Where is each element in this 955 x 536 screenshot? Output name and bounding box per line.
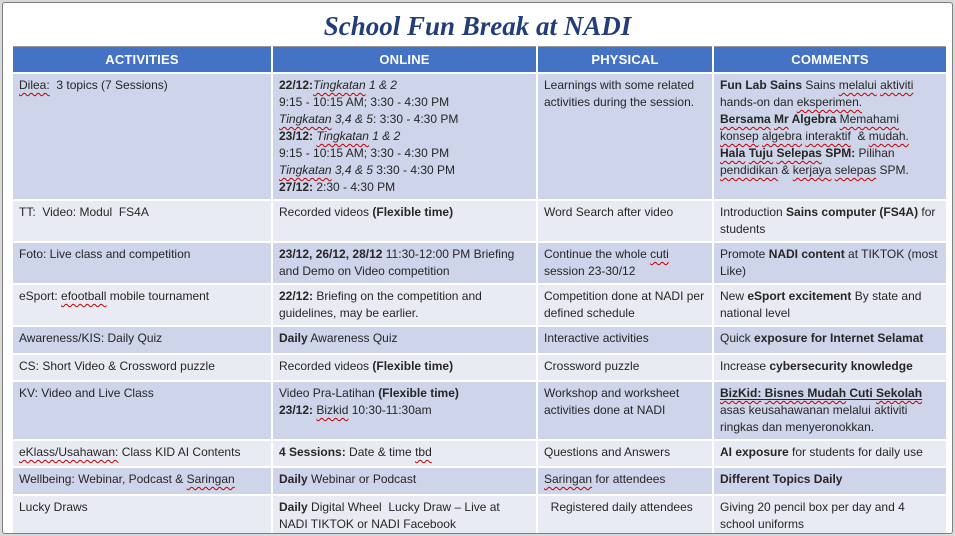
table-row xyxy=(12,495,947,534)
cell-paragraph xyxy=(544,444,706,461)
text-segment: at TIKTOK (most Like) xyxy=(720,246,941,278)
text-segment: Competition done at NADI per defined schedule xyxy=(544,288,708,320)
text-segment: Giving 20 pencil box per day and 4 school uniforms xyxy=(720,499,909,531)
cell-paragraph xyxy=(279,499,530,533)
cell-online xyxy=(272,284,537,326)
text-segment: 3,4 & 5 xyxy=(331,162,373,177)
text-segment: Promote xyxy=(720,246,769,261)
cell-paragraph xyxy=(279,77,530,94)
cell-online xyxy=(272,73,537,200)
column-header-online: ONLINE xyxy=(272,47,537,73)
text-segment: 23/12: xyxy=(279,402,314,417)
cell-paragraph xyxy=(19,385,265,402)
text-segment: New xyxy=(720,288,748,303)
cell-paragraph xyxy=(279,471,530,488)
text-segment: selepas xyxy=(834,162,877,177)
cell-physical xyxy=(537,381,713,440)
text-segment: Tingkatan xyxy=(313,77,366,92)
text-segment: 4 Sessions: xyxy=(279,444,346,459)
cell-paragraph xyxy=(279,204,530,221)
text-segment: Workshop and worksheet activities done at NADI xyxy=(544,385,683,417)
text-segment: 22/12: xyxy=(279,77,314,92)
text-segment: Saringan xyxy=(186,471,235,486)
text-segment: (Flexible time) xyxy=(372,358,454,373)
page-title: School Fun Break at NADI xyxy=(323,11,632,41)
cell-activities xyxy=(12,326,272,354)
text-segment: for attendees xyxy=(592,471,666,486)
text-segment: exposure for Internet Selamat xyxy=(754,330,924,345)
text-segment: tbd xyxy=(415,444,432,459)
text-segment: Recorded videos xyxy=(279,204,373,219)
text-segment: Increase xyxy=(720,358,770,373)
cell-comments xyxy=(713,354,947,381)
text-segment: Word Search after video xyxy=(544,204,674,219)
cell-activities xyxy=(12,354,272,381)
text-segment: cuti xyxy=(650,246,669,261)
cell-comments xyxy=(713,440,947,467)
text-segment: for students for daily use xyxy=(788,444,923,459)
cell-paragraph xyxy=(19,471,265,488)
table-row xyxy=(12,381,947,440)
text-segment: Bisnes Mudah xyxy=(764,385,847,400)
cell-activities xyxy=(12,242,272,284)
text-segment: efootball xyxy=(61,288,107,303)
text-segment: eksperimen. xyxy=(796,94,863,109)
cell-comments xyxy=(713,73,947,200)
table-row xyxy=(12,242,947,284)
cell-paragraph xyxy=(279,288,530,322)
cell-paragraph xyxy=(720,385,940,402)
cell-comments xyxy=(713,200,947,242)
text-segment: eSport excitement xyxy=(747,288,852,303)
text-segment: Video Pra-Latihan xyxy=(279,385,379,400)
text-segment xyxy=(899,112,902,126)
cell-activities xyxy=(12,495,272,534)
text-segment: KV: Video and Live Class xyxy=(19,385,154,400)
text-segment: TT: Video: Modul FS4A xyxy=(19,204,149,219)
cell-paragraph xyxy=(720,288,940,322)
text-segment: 1 & 2 xyxy=(365,77,397,92)
text-segment: 27/12: xyxy=(279,179,314,194)
table-row xyxy=(12,73,947,200)
text-segment: 1 & 2 xyxy=(368,128,401,143)
text-segment: Crossword puzzle xyxy=(544,358,640,373)
column-header-comments: COMMENTS xyxy=(713,47,947,73)
cell-online xyxy=(272,440,537,467)
text-segment: melalui xyxy=(838,77,877,92)
text-segment: Learnings with some related activities during the session. xyxy=(544,77,698,109)
text-segment: Daily xyxy=(279,471,308,486)
text-segment: Interactive activities xyxy=(544,330,649,345)
text-segment: interaktif xyxy=(805,128,851,143)
cell-paragraph xyxy=(19,444,265,461)
cell-physical xyxy=(537,440,713,467)
text-segment: Hala xyxy=(720,145,746,160)
cell-paragraph xyxy=(279,111,530,128)
cell-comments xyxy=(713,495,947,534)
cell-paragraph xyxy=(544,288,706,322)
text-segment: 3 topics (7 Sessions) xyxy=(49,77,168,92)
cell-physical xyxy=(537,326,713,354)
cell-comments xyxy=(713,467,947,495)
table-row xyxy=(12,467,947,495)
cell-paragraph xyxy=(720,77,940,111)
text-segment: Bersama xyxy=(720,111,771,126)
table-row xyxy=(12,354,947,381)
cell-paragraph xyxy=(279,162,530,179)
cell-paragraph xyxy=(19,77,265,94)
cell-physical xyxy=(537,284,713,326)
cell-comments xyxy=(713,242,947,284)
cell-online xyxy=(272,354,537,381)
text-segment: 3,4 & 5 xyxy=(331,111,373,126)
text-segment: Recorded videos xyxy=(279,358,373,373)
text-segment: 3:30 - 4:30 PM xyxy=(372,162,456,177)
text-segment: Fun Lab Sains xyxy=(720,77,803,92)
cell-activities xyxy=(12,440,272,467)
text-segment: 9:15 - 10:15 AM; 3:30 - 4:30 PM xyxy=(279,145,450,160)
text-segment: CS: Short Video & Crossword puzzle xyxy=(19,358,215,373)
cell-paragraph xyxy=(720,471,940,488)
table-row xyxy=(12,326,947,354)
cell-physical xyxy=(537,467,713,495)
cell-physical xyxy=(537,200,713,242)
cell-paragraph xyxy=(544,204,706,221)
cell-paragraph xyxy=(19,288,265,305)
text-segment: : 3:30 - 4:30 PM xyxy=(372,111,459,126)
text-segment: Memahami xyxy=(839,111,899,126)
text-segment: 2:30 - 4:30 PM xyxy=(313,179,396,194)
table-row xyxy=(12,284,947,326)
text-segment: Mr xyxy=(774,111,789,126)
cell-paragraph xyxy=(720,246,940,280)
cell-paragraph xyxy=(720,444,940,461)
cell-comments xyxy=(713,326,947,354)
text-segment: Sekolah xyxy=(876,385,923,400)
text-segment: Tingkatan xyxy=(279,162,332,177)
text-segment: Introduction xyxy=(720,204,787,219)
text-segment: AI exposure xyxy=(720,444,789,459)
text-segment: NADI content xyxy=(768,246,845,261)
text-segment: 23/12: xyxy=(279,128,314,143)
text-segment: Dilea: xyxy=(19,77,50,92)
cell-paragraph xyxy=(279,179,530,196)
text-segment: eKlass/Usahawan: xyxy=(19,444,119,459)
cell-comments xyxy=(713,284,947,326)
cell-activities xyxy=(12,200,272,242)
cell-online xyxy=(272,326,537,354)
text-segment: kerjaya xyxy=(792,162,832,177)
text-segment: 9:15 - 10:15 AM; 3:30 - 4:30 PM xyxy=(279,94,450,109)
text-segment: session 23-30/12 xyxy=(544,246,673,278)
text-segment: Foto: Live class and competition xyxy=(19,246,191,261)
text-segment: Tuju xyxy=(748,145,774,160)
cell-paragraph xyxy=(544,385,706,419)
text-segment: Daily xyxy=(279,499,308,514)
text-segment: Questions and Answers xyxy=(544,444,671,459)
text-segment: Quick xyxy=(720,330,755,345)
text-segment: Saringan xyxy=(544,471,593,486)
cell-physical xyxy=(537,495,713,534)
text-segment: Daily xyxy=(279,330,308,345)
text-segment: Bizkid xyxy=(316,402,349,417)
text-segment: Sains computer (FS4A) xyxy=(786,204,919,219)
text-segment: 23/12, 26/12, 28/12 xyxy=(279,246,383,261)
text-segment: mobile tournament xyxy=(106,288,210,303)
cell-paragraph xyxy=(544,471,706,488)
cell-paragraph xyxy=(279,128,530,145)
cell-paragraph xyxy=(720,402,940,436)
cell-paragraph xyxy=(544,499,706,516)
text-segment: Continue the whole xyxy=(544,246,651,261)
cell-physical xyxy=(537,354,713,381)
text-segment: algebra xyxy=(762,128,803,143)
text-segment: 22/12: xyxy=(279,288,314,303)
cell-paragraph xyxy=(19,204,265,221)
text-segment: 11:30-12:00 PM Briefing and Demo on Video competition xyxy=(279,246,518,278)
cell-paragraph xyxy=(720,499,940,533)
cell-comments xyxy=(713,381,947,440)
text-segment: & xyxy=(850,128,869,143)
text-segment: Selepas xyxy=(776,145,822,160)
text-segment: Wellbeing: Webinar, Podcast & xyxy=(19,471,187,486)
cell-paragraph xyxy=(720,111,940,145)
cell-paragraph xyxy=(544,77,706,111)
text-segment: aktiviti xyxy=(880,77,914,92)
text-segment: By state and national level xyxy=(720,288,925,320)
text-segment: asas keusahawanan melalui aktiviti ringkas dan menyeronokkan. xyxy=(720,402,911,434)
cell-paragraph xyxy=(720,330,940,347)
cell-paragraph xyxy=(279,385,530,402)
cell-activities xyxy=(12,381,272,440)
cell-paragraph xyxy=(19,330,265,347)
text-segment: Awareness/KIS: Daily Quiz xyxy=(19,330,163,345)
cell-online xyxy=(272,242,537,284)
slide-frame xyxy=(2,2,953,534)
text-segment: Digital Wheel Lucky Draw – Live at NADI TIKTOK or NADI Facebook xyxy=(279,499,504,531)
text-segment: Tingkatan xyxy=(316,128,369,143)
activities-table xyxy=(11,46,948,534)
text-segment: Registered daily attendees xyxy=(544,499,693,514)
cell-paragraph xyxy=(544,330,706,347)
column-header-physical: PHYSICAL xyxy=(537,47,713,73)
text-segment: Webinar or Podcast xyxy=(307,471,417,486)
text-segment: (Flexible time) xyxy=(372,204,454,219)
cell-paragraph xyxy=(279,94,530,111)
cell-physical xyxy=(537,242,713,284)
text-segment: Awareness Quiz xyxy=(307,330,398,345)
cell-physical xyxy=(537,73,713,200)
text-segment: SPM: xyxy=(825,145,856,160)
text-segment: Tingkatan xyxy=(279,111,332,126)
text-segment: (Flexible time) xyxy=(378,385,459,400)
text-segment: Pilihan xyxy=(855,145,898,160)
text-segment: Cuti xyxy=(846,385,877,400)
cell-paragraph xyxy=(279,330,530,347)
text-segment: Algebra xyxy=(791,111,837,126)
cell-paragraph xyxy=(720,145,940,179)
cell-paragraph xyxy=(279,402,530,419)
text-segment: BizKid: xyxy=(720,385,762,400)
column-header-activities: ACTIVITIES xyxy=(12,47,272,73)
text-segment: Sains xyxy=(802,77,839,92)
text-segment: Lucky Draws xyxy=(19,499,88,514)
cell-online xyxy=(272,381,537,440)
cell-online xyxy=(272,200,537,242)
cell-online xyxy=(272,495,537,534)
cell-activities xyxy=(12,73,272,200)
table-row xyxy=(12,440,947,467)
cell-paragraph xyxy=(279,246,530,280)
cell-activities xyxy=(12,467,272,495)
text-segment: for students xyxy=(720,204,939,236)
text-segment: SPM. xyxy=(876,162,909,177)
cell-paragraph xyxy=(19,246,265,263)
text-segment: Briefing on the competition and guidelines, may be earlier. xyxy=(279,288,486,320)
text-segment: 10:30-11:30am xyxy=(348,402,432,417)
cell-activities xyxy=(12,284,272,326)
text-segment: Date & time xyxy=(345,444,416,459)
text-segment: Class KID AI Contents xyxy=(118,444,241,459)
cell-paragraph xyxy=(544,358,706,375)
text-segment: pendidikan xyxy=(720,162,779,177)
cell-paragraph xyxy=(720,358,940,375)
cell-paragraph xyxy=(279,358,530,375)
text-segment: hands-on dan xyxy=(720,77,917,109)
cell-paragraph xyxy=(544,246,706,280)
text-segment: eSport: xyxy=(19,288,62,303)
cell-paragraph xyxy=(279,145,530,162)
text-segment: mudah. xyxy=(868,128,909,143)
cell-paragraph xyxy=(279,444,530,461)
text-segment: Different Topics Daily xyxy=(720,471,843,486)
text-segment: & xyxy=(778,162,793,177)
cell-paragraph xyxy=(19,499,265,516)
cell-paragraph xyxy=(720,204,940,238)
table-row xyxy=(12,200,947,242)
table-header-row xyxy=(12,47,947,73)
cell-paragraph xyxy=(19,358,265,375)
cell-online xyxy=(272,467,537,495)
text-segment: cybersecurity knowledge xyxy=(769,358,913,373)
text-segment: konsep xyxy=(720,128,759,143)
